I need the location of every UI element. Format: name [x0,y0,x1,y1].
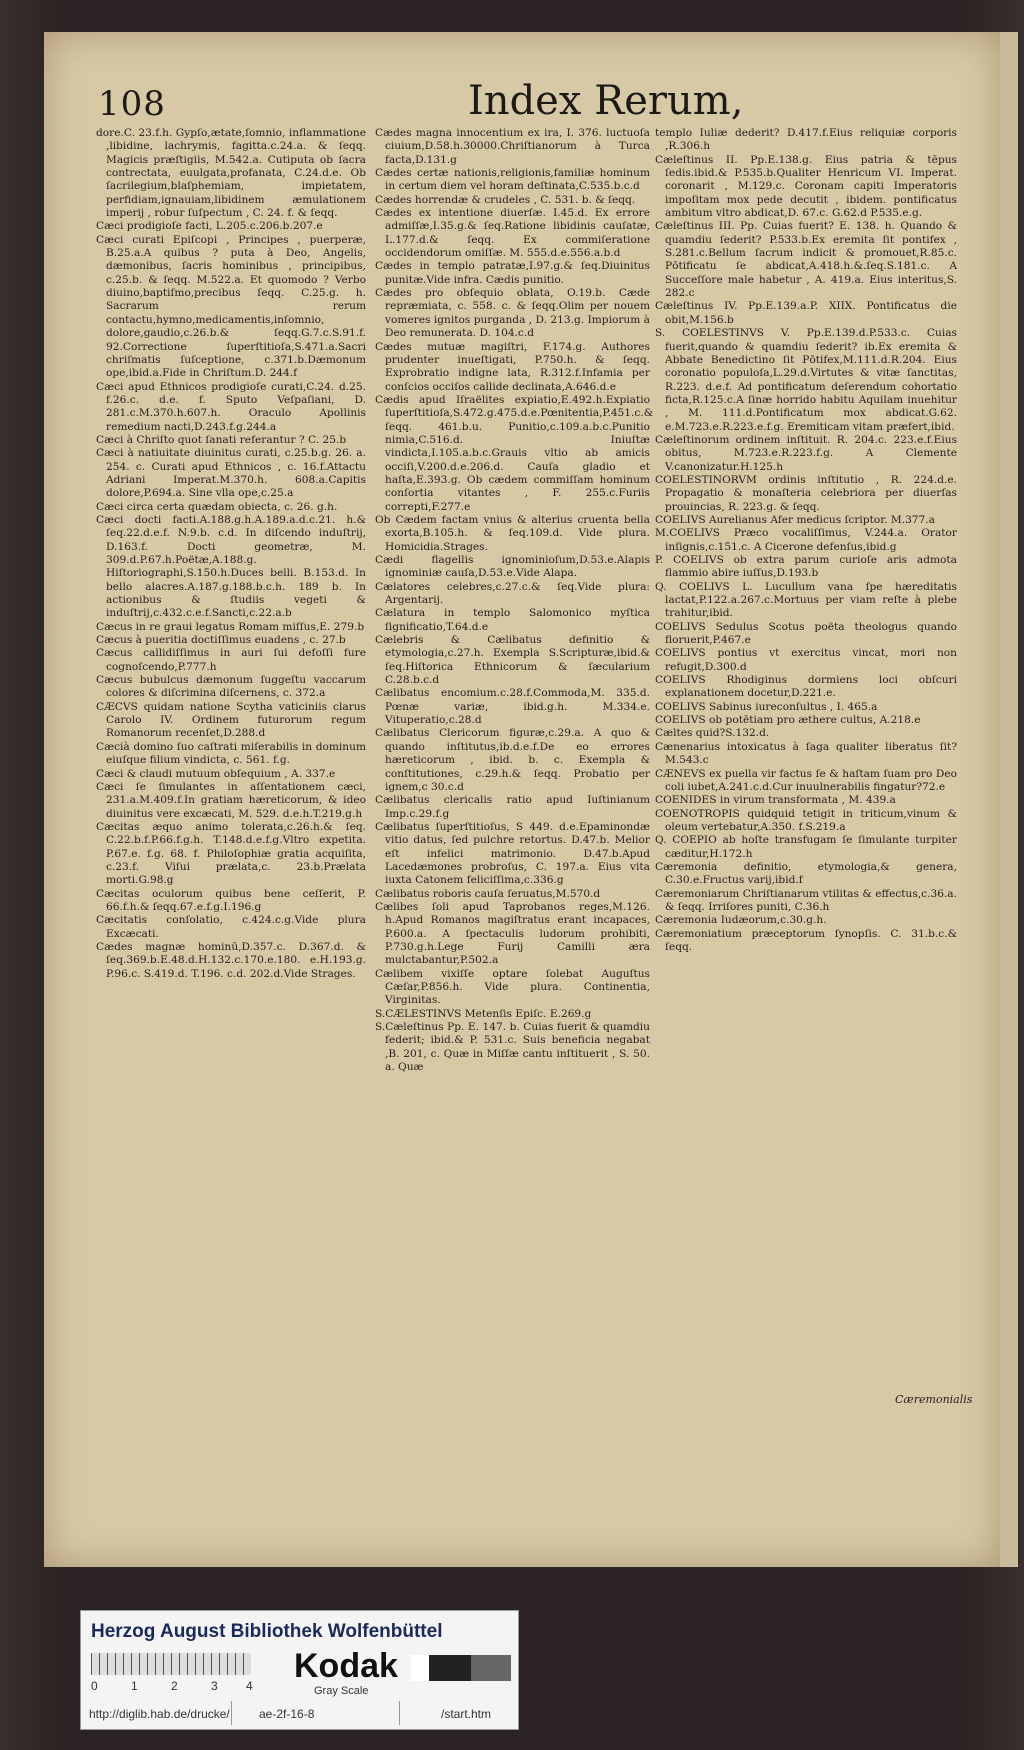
index-entry: COELIVS Sabinus iureconſultus , I. 465.a [655,700,878,713]
library-name: Herzog August Bibliothek Wolfenbüttel [91,1621,443,1642]
index-entry: Cæleſtinus III. Pp. Cuias fuerit? E. 138. h. Quando & quamdiu ſederit? P.533.b.Ex eremita ſit pontifex , S.281.c.Bellum ſacrum indicit & promouet,R.85.c. Pōtificatu ſe abdicat,A.418.h.&.ſeq.S.181.c. A Succeſſore male habetur , A. 419.a. Eius interitus,S. 282.c [655,220,957,300]
index-entry: Q. COELIVS L. Lucullum vana ſpe hæreditatis lactat,P.122.a.267.c.Mortuus per viam reſte à plebe trahitur,ibid. [655,580,957,620]
shelfmark: ae-2f-16-8 [259,1707,315,1721]
index-entry: Cæremonia definitio, etymologia,& genera, C.30.e.Fructus varij,ibid.f [655,860,957,887]
index-entry: Cæcus bubulcus dæmonum ſuggeſtu vaccarum colores & diſcrimina diſcernens, c. 372.a [96,674,366,700]
index-column-left [96,127,366,981]
index-entry: Cæcitas æquo animo tolerata,c.26.h.& ſeq. C.22.b.f.P.66.f.g.h. T.148.d.e.f.g.Vltro expetita. P.67.e. f.g. 68. f. Philoſophiæ gratia acquiſita, c.23.f. Viſui prælata,c. 23.b.Prælata morti.G.98.g [96,820,366,887]
ruler-number: 2 [171,1679,178,1693]
index-entry: CÆCVS quidam natione Scytha vaticiniis clarus Carolo IV. Ordinem futurorum regum Romanorum recenſet,D.288.d [96,700,366,740]
index-entry: Cælibem vixiſſe optare ſolebat Auguſtus Cæſar,P.856.h. Vide plura. Continentia, Virginitas. [375,967,650,1007]
index-entry: Ob Cædem factam vnius & alterius cruenta bella exorta,B.105.h. & ſeq.109.d. Vide plura. Homicidia.Strages. [375,513,650,553]
running-head: Index Rerum, [468,78,744,124]
index-entry: Cædes magna innocentium ex ira, I. 376. luctuoſa ciuium,D.58.h.30000.Chriſtianorum à Turca facta,D.131.g [375,127,650,166]
page-number: 108 [98,84,166,124]
gray-scale-bar [411,1655,511,1681]
index-entry: COELIVS Aurelianus Afer medicus ſcriptor. M.377.a [655,513,935,526]
index-entry: Cælibes ſoli apud Taprobanos reges,M.126. h.Apud Romanos magiſtratus erant incapaces, P.600.a. A ſpectaculis ludorum prohibiti, P.730.g.h.Lege Furij Camilli æra mulctabantur,P.502.a [375,900,650,967]
index-entry: Q. COEPIO ab hoſte transfugam ſe ſimulante turpiter cæditur,H.172.h [655,834,957,860]
index-entry: Cælibatus encomium.c.28.f.Commoda,M. 335.d. Pœnæ variæ, ibid.g.h. M.334.e. Vituperatio,c.28.d [375,687,650,727]
index-entry: Cædes mutuæ magiſtri, F.174.g. Authores prudenter inueſtigati, P.750.h. & ſeqq. Exprobratio indigne lata, R.312.f.Infamia per conſcios occiſos callide declinata,A.646.d.e [375,340,650,393]
index-entry: Cælibatus Clericorum figuræ,c.29.a. A quo & quando inſtitutus,ib.d.e.f.De eo errores hæreticorum , ibid. b. c. Exempla & conſtitutiones, c.29.h.& ſeqq. Probatio per ignem,c 30.c.d [375,727,650,793]
ruler-number: 4 [246,1679,253,1693]
catchword: Cæremonialis [895,1393,973,1406]
index-entry: Cæci & claudi mutuum obſequium , A. 337.e [96,767,336,780]
index-entry: Cælibatus clericalis ratio apud Iuſtinianum Imp.c.29.f.g [375,794,650,820]
index-entry: Cædi flagellis ignominioſum,D.53.e.Alapis ignominiæ cauſa,D.53.e.Vide Alapa. [375,554,650,580]
library-url: http://diglib.hab.de/drucke/ [89,1707,230,1721]
index-entry: Cædes pro obſequio oblata, O.19.b. Cæde repræmiata, c. 558. c. & ſeqq.Olim per nouem vomeres ignitos purganda , D. 213.g. Impiorum à Deo remunerata. D. 104.c.d [375,287,650,340]
index-entry: Cæleſtinus IV. Pp.E.139.a.P. XIIX. Pontificatus die obit,M.156.b [655,300,957,326]
index-entry: COELIVS ob potētiam pro æthere cultus, A.218.e [655,714,921,727]
divider [231,1701,232,1725]
index-entry: Cæltes quid?S.132.d. [655,727,770,740]
index-entry: Cælibatus ſuperſtitioſus, S 449. d.e.Epaminondæ vitio datus, ſed pulchre retortus. D.47.b. Melior eſt infelici matrimonio. D.47.b.Apud Lacedæmones probroſus, C. 197.a. Eius vita iuxta Catonem feliciſſima,c.336.g [375,820,650,887]
ruler-number: 0 [91,1679,98,1693]
index-entry: COELIVS pontius vt exercitus vincat, mori non refugit,D.300.d [655,647,957,673]
color-ruler [91,1653,251,1675]
index-entry: COENOTROPIS quidquid tetigit in triticum,vinum & oleum vertebatur,A.350. f.S.219.a [655,807,957,833]
index-entry: dore.C. 23.f.h. Gypſo,ætate,ſomnio, inflammatione ,libidine, lachrymis, fagitta.c.24.a. & ſeqq. Magicis præſtigiis, M.542.a. Cutiputa ob ſacra contrectata, euulgata,profanata, C.24.d.e. Ob ſacrilegium,blaſphemiam, impietatem, perfidiam,ignauiam,libidinem æmulationem imperij , robur ſuſpectum , C. 24. f. & ſeqq. [96,127,366,220]
index-entry: COENIDES in virum transformata , M. 439.a [655,794,896,807]
index-entry: Cæcitas oculorum quibus bene ceſſerit, P. 66.f.h.& ſeqq.67.e.f.g.I.196.g [96,887,366,913]
index-entry: Cæci circa certa quædam obiecta, c. 26. g.h. [96,500,338,513]
index-entry: Cæci à Chriſto quot ſanati referantur ? C. 25.b [96,433,347,446]
index-entry: Cælebris & Cælibatus definitio & etymologia,c.27.h. Exempla S.Scripturæ,ibid.& ſeq.Hiſtorica Ethnicorum & ſæcularium C.28.b.c.d [375,634,650,687]
index-entry: S.Cæleſtinus Pp. E. 147. b. Cuias fuerit & quamdiu federit; ibid.& P. 531.c. Suis beneficia negabat ,B. 201, c. Quæ in Miſſæ cantu inſtituerit , S. 50. a. Quæ [375,1021,650,1074]
index-entry: Cædes certæ nationis,religionis,familiæ hominum in certum diem vel horam deſtinata,C.535.b.c.d [375,167,650,193]
index-entry: templo Iuliæ dederit? D.417.f.Eius reliquiæ corporis ,R.306.h [655,127,957,153]
index-entry: Cæremoniarum Chriſtianarum vtilitas & effectus,c.36.a. & ſeqq. Irriſores puniti, C.36.h [655,887,957,913]
index-entry: Cæci curati Epiſcopi , Principes , puerperæ, B.25.a.A quibus ? puta à Deo, Angelis, dæmonibus, ſacris hominibus , principibus, c.25.b. & ſeqq. M.522.a. Et quomodo ? Verbo diuino,baptiſmo,precibus ſeqq. C.25.g. h. Sacrarum rerum contactu,hymno,medicamentis,inſomnio, dolore,gaudio,c.26.b.& ſeqq.G.7.c.S.91.f. 92.Correctione ſuperſtitioſa,S.471.a.Sacri chriſmatis ſuſceptione, c.371.b.Dæmonum ope,ibid.a.Fide in Chriſtum.D. 244.f [96,233,366,380]
index-entry: P. COELIVS ob extra parum curioſe aris admota flammio abire iuſſus,D.193.b [655,554,957,580]
index-entry: Cæcus callidiſſimus in auri ſui defoſſi fure cognoſcendo,P.777.h [96,647,366,673]
index-entry: Cæleſtinorum ordinem inſtituit. R. 204.c. 223.e.f.Eius obitus, M.723.e.R.223.f.g. A Clemente V.canonizatur.H.125.h [655,433,957,473]
index-entry: Cædis apud Iſraëlites expiatio,E.492.h.Expiatio ſuperſtitioſa,S.472.g.475.d.e.Pœnitentia,P.451.c.& ſeqq. 461.b.u. Punitio,c.109.a.b.c.Punitio nimia,C.516.d. Iniuſtæ vindicta,I.105.a.b.c.Grauis vltio ab amicis occiſi,V.200.d.e.206.d. Cauſa gladio et haſta,E.393.g. Ob cædem commiſſam hominum conſortia vitantes , F. 255.c.Furiis correpti,F.277.e [375,393,654,513]
index-column-middle [375,127,654,1074]
kodak-brand: Kodak [294,1647,398,1685]
index-entry: CÆNEVS ex puella vir factus ſe & haſtam ſuam pro Deo coli iubet,A.241.c.d.Cur inuulnerabilis fingatur?72.e [655,767,957,793]
index-entry: COELIVS Sedulus Scotus poëta theologus quando floruerit,P.467.e [655,620,957,647]
index-entry: Cæremonia Iudæorum,c.30.g.h. [655,914,827,927]
start-page-link: /start.htm [441,1707,492,1721]
index-entry: Cæci apud Ethnicos prodigioſe curati,C.24. d.25. f.26.c. d.e. f. Sputo Veſpaſiani, D. 281.c.M.370.h.607.h. Oraculo Apollinis remedium nacti,D.243.f.g.244.a [96,380,366,433]
index-entry: Cæleſtinus II. Pp.E.138.g. Eius patria & tēpus ſedis.ibid.& P.535.b.Qualiter Henricum VI. Imperat. coronarit , M.129.c. Coronam capiti Imperatoris impoſitam mox pede decutit , ibidem. pontificatus ambitum vltro abdicat,D. 67.c. G.62.d P.535.e.g. [655,153,957,220]
index-entry: Cælibatus roboris cauſa ſeruatus,M.570.d [375,887,601,900]
index-entry: Cæcitatis conſolatio, c.424.c.g.Vide plura Excæcati. [96,914,366,940]
index-entry: Cæci à natiuitate diuinitus curati, c.25.b.g. 26. a. 254. c. Curati apud Ethnicos , c. 16.f.Attactu Adriani Imperat.M.370.h. 608.a.Capitis dolore,P.694.a. Sine vlla ope,c.25.a [96,447,366,500]
index-entry: Cæcià domino ſuo caſtrati miſerabilis in dominum eiuſque filium vindicta, c. 561. f.g. [96,740,366,767]
index-entry: COELESTINORVM ordinis inſtitutio , R. 224.d.e. Propagatio & monaſteria celebriora per diuerſas prouincias, R. 223.g. & ſeqq. [655,473,957,513]
index-entry: M.COELIVS Præco vocaliſſimus, V.244.a. Orator inſignis,c.151.c. A Cicerone defenſus,ibid.g [655,527,957,553]
gray-scale-label: Gray Scale [314,1685,369,1697]
index-entry: Cæci docti facti.A.188.g.h.A.189.a.d.c.21. h.& ſeq.22.d.e.f. N.9.b. c.d. In diſcendo induſtrij, D.163.f. Docti geometræ, M. 309.d.P.67.h.Poëtæ,A.188.g. Hiſtoriographi,S.150.h.Duces belli. B.153.d. In bello alacres.A.187.g.188.b.c.h. 189 b. In actionibus & ſtudiis vegeti & induſtrij,c.432.c.e.f.Sancti,c.22.a.b [96,513,366,620]
index-entry: Cælatura in templo Salomonico myſtica ſignificatio,T.64.d.e [375,607,650,633]
index-entry: Cædes magnæ hominū,D.357.c. D.367.d. & ſeq.369.b.E.48.d.H.132.c.170.e.180. e.H.193.g. P.96.c. S.419.d. T.196. c.d. 202.d.Vide Strages. [96,940,366,980]
index-entry: Cæremoniatium præceptorum ſynopſis. C. 31.b.c.& ſeqq. [655,927,957,953]
index-entry: Cædes ex intentione diuerſæ. I.45.d. Ex errore admiſſæ,I.35.g.& ſeq.Ratione libidinis cauſatæ, L.177.d.& ſeqq. Ex commiſeratione occidendorum omiſſæ. M. 555.d.e.556.a.b.d [375,207,650,260]
ruler-number: 3 [211,1679,218,1693]
index-entry: Cæcus à pueritia doctiſſimus euadens , c. 27.b [96,634,346,647]
library-card [80,1610,519,1730]
index-entry: Cæcus in re graui legatus Romam miſſus,E. 279.b [96,620,365,633]
index-entry: Cælatores celebres,c.27.c.& ſeq.Vide plura: Argentarij. [375,580,650,607]
ruler-number: 1 [131,1679,138,1693]
index-entry: Cædes in templo patratæ,I.97.g.& ſeq.Diuinitus punitæ.Vide infra. Cædis punitio. [375,260,650,286]
index-entry: S.CÆLESTINVS Metenſis Epiſc. E.269.g [375,1007,592,1020]
index-entry: Cænenarius intoxicatus à ſaga qualiter liberatus ſit?M.543.c [655,740,957,767]
divider [399,1701,400,1725]
index-entry: Cæci ſe ſimulantes in aſſentationem cæci, 231.a.M.409.f.In gratiam hæreticorum, & ideo diuinitus vere excæcati, M. 529. d.e.h.T.219.g.h [96,780,366,820]
index-entry: S. COELESTINVS V. Pp.E.139.d.P.533.c. Cuias fuerit,quando & quamdiu ſederit? ib.Ex eremita & Abbate Benedictino ſit Pōtifex,M.111.d.R.204. Eius coronatio populoſa,L.29.d.Virtutes & vitæ ſanctitas, R.223. d.e.f. Ad pontificatum deſerendum cohortatio ficta,R.125.c.A ſinæ horrido habitu Aquilam inuehitur , M. 111.d.Pontificatum mox abdicat.G.62. e.M.723.e.R.223.e.f.g. Eremiticam vitam præfert,ibid. [655,327,957,433]
index-entry: Cædes horrendæ & crudeles , C. 531. b. & ſeqq. [375,193,636,206]
index-column-right [655,127,957,954]
index-entry: Cæci prodigioſe facti, L.205.c.206.b.207.e [96,220,323,233]
index-entry: COELIVS Rhodiginus dormiens loci obſcuri explanationem docetur,D.221.e. [655,674,957,700]
